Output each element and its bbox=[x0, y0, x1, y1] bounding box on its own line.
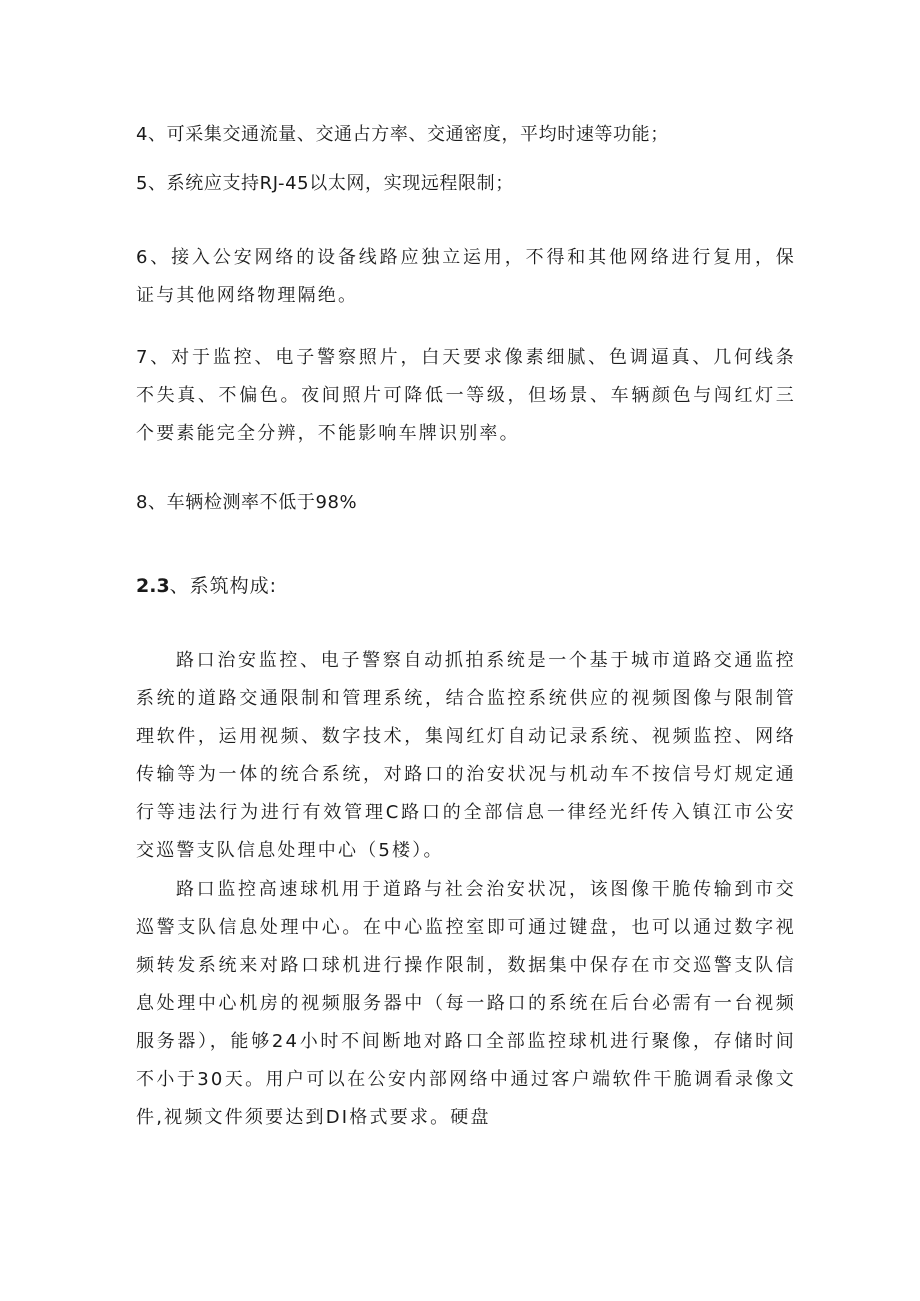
section-title: 、系筑构成: bbox=[169, 575, 278, 597]
body-paragraph-2: 路口监控高速球机用于道路与社会治安状况，该图像干脆传输到市交巡警支队信息处理中心。在中心监控室即可通过键盘，也可以通过数字视频转发系统来对路口球机进行操作限制，数据集中保存在市交巡警支队信息处理中心机房的视频服务器中（每一路口的系统在后台必需有一台视频服务器），能够24小时不间断地对路口全部监控球机进行聚像，存储时间不小于30天。用户可以在公安内部网络中通过客户端软件干脆调看录像文件,视频文件须要达到DI格式要求。硬盘 bbox=[136, 879, 796, 1128]
requirement-item-4: 4、可采集交通流量、交通占方率、交通密度，平均时速等功能； bbox=[136, 124, 669, 145]
section-number: 2.3 bbox=[136, 575, 170, 597]
requirement-item-6: 6、接入公安网络的设备线路应独立运用，不得和其他网络进行复用，保证与其他网络物理隔绝。 bbox=[136, 247, 796, 306]
section-heading bbox=[136, 573, 277, 599]
requirement-item-5: 5、系统应支持RJ-45以太网，实现远程限制； bbox=[136, 173, 514, 194]
body-paragraph-1: 路口治安监控、电子警察自动抓拍系统是一个基于城市道路交通监控系统的道路交通限制和管理系统，结合监控系统供应的视频图像与限制管理软件，运用视频、数字技术，集闯红灯自动记录系统、视频监控、网络传输等为一体的统合系统，对路口的治安状况与机动车不按信号灯规定通行等违法行为进行有效管理C路口的全部信息一律经光纤传入镇江市公安交巡警支队信息处理中心（5楼）。 bbox=[136, 650, 796, 861]
requirement-item-7: 7、对于监控、电子警察照片，白天要求像素细腻、色调逼真、几何线条不失真、不偏色。夜间照片可降低一等级，但场景、车辆颜色与闯红灯三个要素能完全分辨，不能影响车牌识别率。 bbox=[136, 347, 796, 444]
requirement-item-8: 8、车辆检测率不低于98% bbox=[136, 492, 358, 513]
